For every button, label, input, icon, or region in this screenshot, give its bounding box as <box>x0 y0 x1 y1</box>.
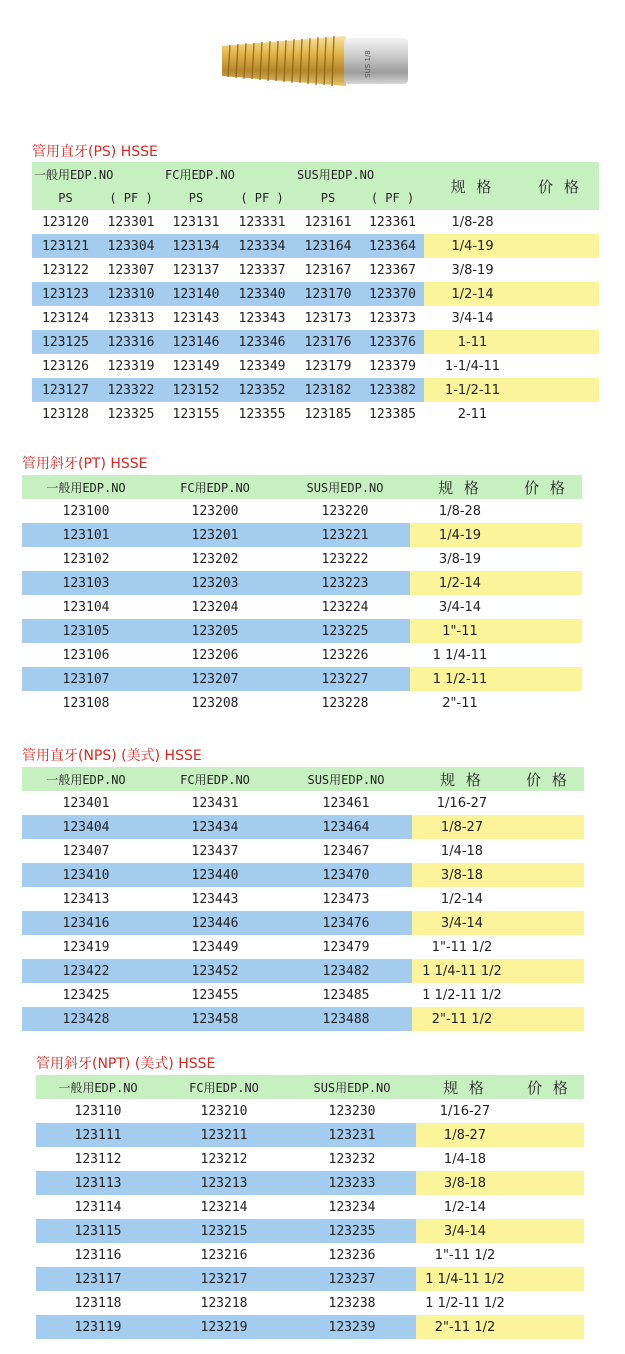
edp-number-cell: 123476 <box>280 911 412 935</box>
subheader-ps: PS <box>32 186 99 210</box>
edp-number-cell: 123140 <box>163 282 229 306</box>
table-row <box>36 1315 584 1339</box>
edp-number-cell: 123116 <box>74 1247 122 1263</box>
edp-number-cell: 123485 <box>322 987 370 1003</box>
spec-cell: 3/4-14 <box>438 599 482 615</box>
price-cell <box>512 959 584 983</box>
table-row <box>22 667 582 691</box>
edp-number-cell: 123404 <box>22 815 150 839</box>
subheader-ps: PS <box>163 186 229 210</box>
spec-cell: 1-11 <box>424 330 521 354</box>
edp-number-cell: 123117 <box>36 1267 160 1291</box>
table-row <box>36 1195 584 1219</box>
spec-cell: 1/4-18 <box>443 1151 487 1167</box>
table-row <box>22 691 582 715</box>
price-cell <box>514 1267 584 1291</box>
edp-number-cell: 123108 <box>62 695 110 711</box>
edp-number-cell: 123122 <box>42 262 89 278</box>
spec-cell: 1 1/2-11 1/2 <box>425 1295 505 1311</box>
price-cell <box>512 887 584 911</box>
edp-number-cell: 123212 <box>200 1151 248 1167</box>
edp-number-cell: 123112 <box>74 1151 122 1167</box>
spec-cell: 1/16-27 <box>436 795 488 811</box>
header-fc: FC用EDP.NO <box>150 475 280 499</box>
table-row <box>22 815 584 839</box>
spec-cell: 2"-11 1/2 <box>416 1315 514 1339</box>
edp-number-cell: 123361 <box>369 214 416 230</box>
edp-number-cell: 123437 <box>191 843 239 859</box>
price-cell <box>521 378 599 402</box>
table-row <box>22 571 582 595</box>
table-row <box>36 1243 584 1267</box>
edp-number-cell: 123173 <box>304 310 352 326</box>
edp-number-cell: 123482 <box>280 959 412 983</box>
edp-number-cell: 123223 <box>280 571 410 595</box>
edp-number-cell: 123210 <box>200 1103 248 1119</box>
table-row <box>32 258 599 282</box>
spec-cell: 3/4-14 <box>416 1219 514 1243</box>
header-price: 价 格 <box>512 767 584 791</box>
spec-cell: 3/8-19 <box>438 551 482 567</box>
subheader-pf: ( PF ) <box>99 186 163 210</box>
table-row <box>36 1123 584 1147</box>
edp-number-cell: 123105 <box>22 619 150 643</box>
edp-number-cell: 123422 <box>22 959 150 983</box>
spec-cell: 3/4-14 <box>412 911 512 935</box>
price-cell <box>510 667 582 691</box>
header-fc: FC用EDP.NO <box>160 1075 288 1099</box>
price-cell <box>521 258 599 282</box>
price-cell <box>514 1147 584 1171</box>
header-price: 价 格 <box>510 475 582 499</box>
edp-number-cell: 123107 <box>22 667 150 691</box>
edp-number-cell: 123170 <box>295 282 361 306</box>
spec-cell: 1/2-14 <box>440 891 484 907</box>
spec-cell: 1/8-28 <box>451 214 494 230</box>
table-row <box>22 887 584 911</box>
spec-cell: 1-1/2-11 <box>424 378 521 402</box>
price-cell <box>510 619 582 643</box>
edp-number-cell: 123104 <box>62 599 110 615</box>
edp-number-cell: 123164 <box>295 234 361 258</box>
edp-number-cell: 123125 <box>32 330 99 354</box>
edp-number-cell: 123434 <box>150 815 280 839</box>
edp-number-cell: 123355 <box>238 406 286 422</box>
edp-number-cell: 123218 <box>200 1295 248 1311</box>
edp-number-cell: 123310 <box>99 282 163 306</box>
spec-cell: 3/8-19 <box>451 262 494 278</box>
edp-number-cell: 123401 <box>62 795 110 811</box>
price-cell <box>521 306 599 330</box>
table-row <box>22 911 584 935</box>
edp-number-cell: 123228 <box>321 695 369 711</box>
edp-number-cell: 123325 <box>107 406 155 422</box>
edp-number-cell: 123131 <box>172 214 220 230</box>
price-cell <box>510 691 582 715</box>
spec-cell: 1/4-18 <box>440 843 484 859</box>
table-row <box>22 839 584 863</box>
pt-table <box>22 475 582 715</box>
edp-number-cell: 123470 <box>280 863 412 887</box>
edp-number-cell: 123227 <box>280 667 410 691</box>
edp-number-cell: 123479 <box>322 939 370 955</box>
edp-number-cell: 123111 <box>36 1123 160 1147</box>
edp-number-cell: 123225 <box>280 619 410 643</box>
edp-number-cell: 123222 <box>321 551 369 567</box>
edp-number-cell: 123373 <box>369 310 416 326</box>
header-fc: FC用EDP.NO <box>163 162 295 186</box>
edp-number-cell: 123115 <box>36 1219 160 1243</box>
edp-number-cell: 123185 <box>304 406 352 422</box>
price-cell <box>510 571 582 595</box>
price-cell <box>510 595 582 619</box>
table-row <box>32 210 599 234</box>
table-row <box>22 863 584 887</box>
edp-number-cell: 123235 <box>288 1219 416 1243</box>
spec-cell: 1 1/4-11 1/2 <box>416 1267 514 1291</box>
edp-number-cell: 123340 <box>229 282 295 306</box>
table-row <box>32 306 599 330</box>
spec-cell: 1 1/4-11 <box>432 647 488 663</box>
table-row <box>32 330 599 354</box>
price-cell <box>521 234 599 258</box>
edp-number-cell: 123103 <box>22 571 150 595</box>
edp-number-cell: 123343 <box>238 310 286 326</box>
price-cell <box>514 1243 584 1267</box>
edp-number-cell: 123239 <box>288 1315 416 1339</box>
edp-number-cell: 123137 <box>172 262 220 278</box>
header-spec: 规 格 <box>410 475 510 499</box>
edp-number-cell: 123100 <box>62 503 110 519</box>
spec-cell: 1 1/2-11 1/2 <box>422 987 502 1003</box>
shank-text: SUS 1/8 <box>364 50 372 78</box>
edp-number-cell: 123101 <box>22 523 150 547</box>
edp-number-cell: 123143 <box>172 310 220 326</box>
edp-number-cell: 123428 <box>22 1007 150 1031</box>
edp-number-cell: 123367 <box>369 262 416 278</box>
spec-cell: 3/8-18 <box>416 1171 514 1195</box>
price-cell <box>521 354 599 378</box>
section-title-npt: 管用斜牙(NPT) (美式) HSSE <box>36 1056 216 1072</box>
edp-number-cell: 123304 <box>99 234 163 258</box>
spec-cell: 1-1/4-11 <box>444 358 501 374</box>
edp-number-cell: 123182 <box>295 378 361 402</box>
edp-number-cell: 123307 <box>107 262 155 278</box>
edp-number-cell: 123382 <box>361 378 424 402</box>
table-row <box>22 643 582 667</box>
edp-number-cell: 123346 <box>229 330 295 354</box>
edp-number-cell: 123126 <box>42 358 89 374</box>
npt-table <box>36 1075 584 1339</box>
edp-number-cell: 123449 <box>191 939 239 955</box>
edp-number-cell: 123461 <box>322 795 370 811</box>
edp-number-cell: 123161 <box>304 214 352 230</box>
edp-number-cell: 123237 <box>288 1267 416 1291</box>
header-general: 一般用EDP.NO <box>22 475 150 499</box>
price-cell <box>514 1291 584 1315</box>
spec-cell: 1"-11 <box>410 619 510 643</box>
table-row <box>22 791 584 815</box>
edp-number-cell: 123319 <box>107 358 155 374</box>
edp-number-cell: 123407 <box>62 843 110 859</box>
header-sus: SUS用EDP.NO <box>280 767 412 791</box>
edp-number-cell: 123313 <box>107 310 155 326</box>
edp-number-cell: 123425 <box>62 987 110 1003</box>
spec-cell: 2"-11 1/2 <box>412 1007 512 1031</box>
price-cell <box>514 1315 584 1339</box>
spec-cell: 1/4-19 <box>424 234 521 258</box>
edp-number-cell: 123179 <box>304 358 352 374</box>
table-row <box>32 234 599 258</box>
edp-number-cell: 123127 <box>32 378 99 402</box>
edp-number-cell: 123431 <box>191 795 239 811</box>
edp-number-cell: 123121 <box>32 234 99 258</box>
edp-number-cell: 123211 <box>160 1123 288 1147</box>
edp-number-cell: 123200 <box>191 503 239 519</box>
edp-number-cell: 123102 <box>62 551 110 567</box>
edp-number-cell: 123217 <box>160 1267 288 1291</box>
edp-number-cell: 123215 <box>160 1219 288 1243</box>
price-cell <box>512 791 584 815</box>
edp-number-cell: 123149 <box>172 358 220 374</box>
section-title-pt: 管用斜牙(PT) HSSE <box>22 456 148 472</box>
edp-number-cell: 123230 <box>328 1103 376 1119</box>
header-general: 一般用EDP.NO <box>32 162 163 186</box>
table-row <box>36 1219 584 1243</box>
price-cell <box>512 863 584 887</box>
edp-number-cell: 123152 <box>163 378 229 402</box>
edp-number-cell: 123331 <box>238 214 286 230</box>
price-cell <box>512 983 584 1007</box>
table-row <box>36 1267 584 1291</box>
price-cell <box>512 839 584 863</box>
table-row <box>36 1291 584 1315</box>
edp-number-cell: 123205 <box>150 619 280 643</box>
spec-cell: 1/2-14 <box>410 571 510 595</box>
edp-number-cell: 123301 <box>107 214 155 230</box>
spec-cell: 2-11 <box>457 406 488 422</box>
price-cell <box>521 330 599 354</box>
table-row <box>32 282 599 306</box>
spec-cell: 3/8-18 <box>412 863 512 887</box>
edp-number-cell: 123231 <box>288 1123 416 1147</box>
edp-number-cell: 123473 <box>322 891 370 907</box>
header-price: 价 格 <box>514 1075 584 1099</box>
section-title-nps: 管用直牙(NPS) (美式) HSSE <box>22 748 202 764</box>
edp-number-cell: 123124 <box>42 310 89 326</box>
price-cell <box>521 210 599 234</box>
spec-cell: 1 1/2-11 <box>410 667 510 691</box>
edp-number-cell: 123155 <box>172 406 220 422</box>
edp-number-cell: 123458 <box>150 1007 280 1031</box>
edp-number-cell: 123488 <box>280 1007 412 1031</box>
edp-number-cell: 123119 <box>36 1315 160 1339</box>
price-cell <box>510 547 582 571</box>
price-cell <box>510 523 582 547</box>
edp-number-cell: 123113 <box>36 1171 160 1195</box>
ps-table <box>32 162 599 426</box>
edp-number-cell: 123337 <box>238 262 286 278</box>
edp-number-cell: 123370 <box>361 282 424 306</box>
header-price: 价 格 <box>521 162 599 210</box>
header-fc: FC用EDP.NO <box>150 767 280 791</box>
edp-number-cell: 123118 <box>74 1295 122 1311</box>
edp-number-cell: 123464 <box>280 815 412 839</box>
edp-number-cell: 123213 <box>160 1171 288 1195</box>
edp-number-cell: 123467 <box>322 843 370 859</box>
edp-number-cell: 123226 <box>321 647 369 663</box>
edp-number-cell: 123446 <box>150 911 280 935</box>
edp-number-cell: 123233 <box>288 1171 416 1195</box>
price-cell <box>510 499 582 523</box>
edp-number-cell: 123110 <box>74 1103 122 1119</box>
table-row <box>32 354 599 378</box>
subheader-pf: ( PF ) <box>361 186 424 210</box>
edp-number-cell: 123224 <box>321 599 369 615</box>
edp-number-cell: 123167 <box>304 262 352 278</box>
edp-number-cell: 123203 <box>150 571 280 595</box>
edp-number-cell: 123419 <box>62 939 110 955</box>
spec-cell: 1 1/4-11 1/2 <box>412 959 512 983</box>
spec-cell: 3/4-14 <box>451 310 494 326</box>
edp-number-cell: 123236 <box>328 1247 376 1263</box>
table-row <box>22 499 582 523</box>
edp-number-cell: 123452 <box>150 959 280 983</box>
edp-number-cell: 123220 <box>321 503 369 519</box>
spec-cell: 2"-11 <box>442 695 478 711</box>
edp-number-cell: 123221 <box>280 523 410 547</box>
edp-number-cell: 123455 <box>191 987 239 1003</box>
price-cell <box>514 1123 584 1147</box>
edp-number-cell: 123219 <box>160 1315 288 1339</box>
table-row <box>36 1099 584 1123</box>
price-cell <box>512 815 584 839</box>
table-row <box>22 523 582 547</box>
price-cell <box>514 1219 584 1243</box>
table-row <box>22 619 582 643</box>
edp-number-cell: 123376 <box>361 330 424 354</box>
spec-cell: 1"-11 1/2 <box>434 1247 496 1263</box>
nps-table <box>22 767 584 1031</box>
edp-number-cell: 123410 <box>22 863 150 887</box>
edp-number-cell: 123379 <box>369 358 416 374</box>
price-cell <box>514 1171 584 1195</box>
spec-cell: 1/4-19 <box>410 523 510 547</box>
edp-number-cell: 123114 <box>74 1199 122 1215</box>
subheader-pf: ( PF ) <box>229 186 295 210</box>
header-general: 一般用EDP.NO <box>36 1075 160 1099</box>
price-cell <box>514 1099 584 1123</box>
edp-number-cell: 123352 <box>229 378 295 402</box>
table-row <box>22 1007 584 1031</box>
spec-cell: 1/16-27 <box>439 1103 491 1119</box>
edp-number-cell: 123208 <box>191 695 239 711</box>
edp-number-cell: 123123 <box>32 282 99 306</box>
price-cell <box>512 911 584 935</box>
price-cell <box>510 643 582 667</box>
price-cell <box>521 282 599 306</box>
edp-number-cell: 123202 <box>191 551 239 567</box>
spec-cell: 1/2-14 <box>424 282 521 306</box>
edp-number-cell: 123349 <box>238 358 286 374</box>
edp-number-cell: 123214 <box>200 1199 248 1215</box>
spec-cell: 1"-11 1/2 <box>431 939 493 955</box>
edp-number-cell: 123316 <box>99 330 163 354</box>
price-cell <box>512 935 584 959</box>
header-spec: 规 格 <box>412 767 512 791</box>
edp-number-cell: 123234 <box>328 1199 376 1215</box>
price-cell <box>512 1007 584 1031</box>
table-row <box>22 547 582 571</box>
edp-number-cell: 123440 <box>150 863 280 887</box>
edp-number-cell: 123207 <box>150 667 280 691</box>
table-row <box>32 402 599 426</box>
price-cell <box>514 1195 584 1219</box>
edp-number-cell: 123201 <box>150 523 280 547</box>
edp-number-cell: 123206 <box>191 647 239 663</box>
edp-number-cell: 123232 <box>328 1151 376 1167</box>
table-row <box>22 959 584 983</box>
edp-number-cell: 123385 <box>369 406 416 422</box>
header-general: 一般用EDP.NO <box>22 767 150 791</box>
edp-number-cell: 123146 <box>163 330 229 354</box>
table-row <box>32 378 599 402</box>
header-sus: SUS用EDP.NO <box>295 162 424 186</box>
edp-number-cell: 123416 <box>22 911 150 935</box>
edp-number-cell: 123128 <box>42 406 89 422</box>
edp-number-cell: 123322 <box>99 378 163 402</box>
subheader-ps: PS <box>295 186 361 210</box>
spec-cell: 1/8-28 <box>438 503 482 519</box>
header-sus: SUS用EDP.NO <box>280 475 410 499</box>
edp-number-cell: 123413 <box>62 891 110 907</box>
edp-number-cell: 123238 <box>328 1295 376 1311</box>
edp-number-cell: 123216 <box>200 1247 248 1263</box>
edp-number-cell: 123443 <box>191 891 239 907</box>
section-title-ps: 管用直牙(PS) HSSE <box>32 144 158 160</box>
spec-cell: 1/2-14 <box>443 1199 487 1215</box>
table-row <box>22 595 582 619</box>
header-spec: 规 格 <box>424 162 521 210</box>
edp-number-cell: 123176 <box>295 330 361 354</box>
table-row <box>22 983 584 1007</box>
price-cell <box>521 402 599 426</box>
spec-cell: 1/8-27 <box>412 815 512 839</box>
edp-number-cell: 123106 <box>62 647 110 663</box>
edp-number-cell: 123204 <box>191 599 239 615</box>
edp-number-cell: 123364 <box>361 234 424 258</box>
tap-tool-image <box>218 30 414 92</box>
edp-number-cell: 123134 <box>163 234 229 258</box>
table-row <box>36 1147 584 1171</box>
header-sus: SUS用EDP.NO <box>288 1075 416 1099</box>
edp-number-cell: 123120 <box>42 214 89 230</box>
spec-cell: 1/8-27 <box>416 1123 514 1147</box>
table-row <box>36 1171 584 1195</box>
edp-number-cell: 123334 <box>229 234 295 258</box>
table-row <box>22 935 584 959</box>
header-spec: 规 格 <box>416 1075 514 1099</box>
